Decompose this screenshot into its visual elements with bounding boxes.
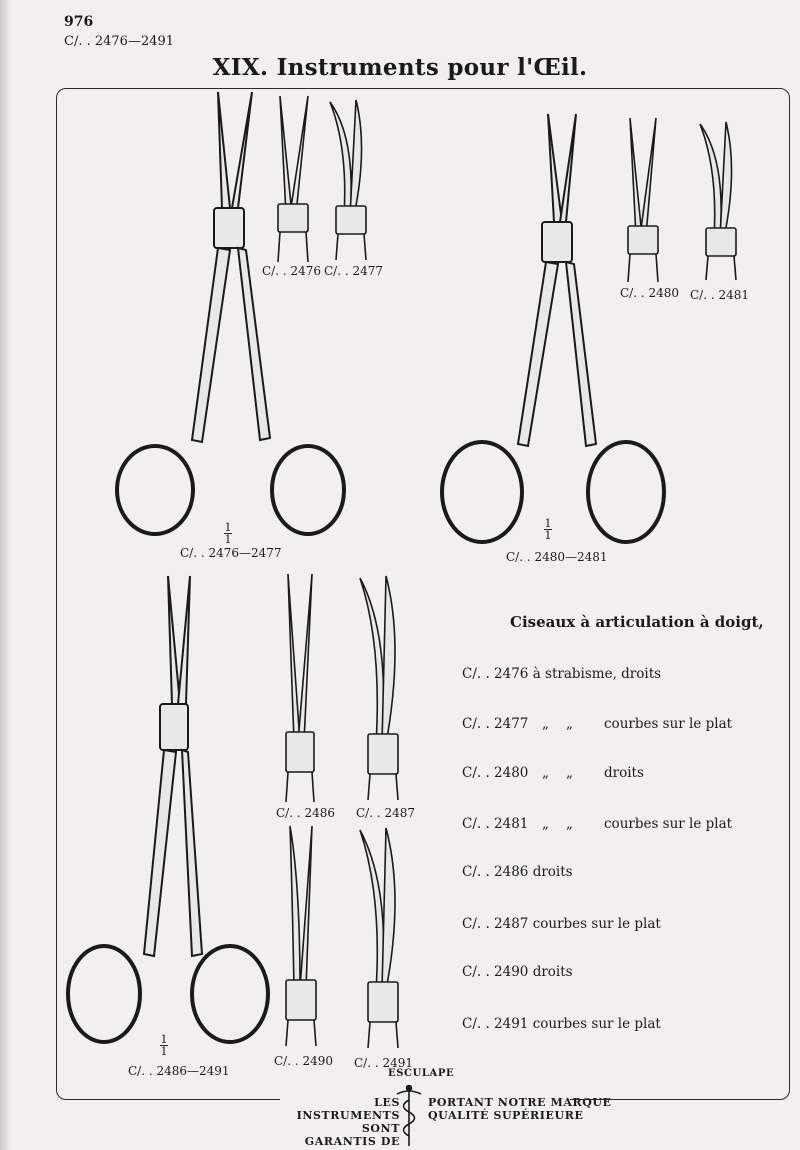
desc-item: C/. . 2491 courbes sur le plat: [462, 1016, 661, 1032]
desc-item: C/. . 2477 „ „ courbes sur le plat: [462, 716, 733, 732]
label-2487: C/. . 2487: [356, 806, 416, 820]
label-2490: C/. . 2490: [274, 1054, 334, 1068]
scissors-2491-small: [356, 826, 408, 1052]
scissors-2486-2491-large: [64, 574, 276, 1064]
brand-name: ESCULAPE: [388, 1068, 455, 1079]
label-2480: C/. . 2480: [620, 286, 680, 300]
label-2486: C/. . 2486: [276, 806, 336, 820]
label-2480-2481: C/. . 2480—2481: [506, 550, 608, 564]
scissors-2481-small: [696, 120, 746, 285]
label-2491: C/. . 2491: [354, 1056, 414, 1070]
desc-item: C/. . 2481 „ „ courbes sur le plat: [462, 816, 733, 832]
description-heading: Ciseaux à articulation à doigt,: [510, 613, 764, 631]
code-range: C/. . 2476—2491: [64, 34, 175, 49]
label-2476: C/. . 2476: [262, 264, 322, 278]
desc-item: C/. . 2490 droits: [462, 964, 573, 980]
scissors-2490-small: [280, 824, 324, 1050]
scissors-2487-small: [356, 574, 408, 804]
desc-item: C/. . 2476 à strabisme, droits: [462, 666, 662, 682]
page-number: 976: [64, 14, 94, 30]
desc-item: C/. . 2487 courbes sur le plat: [462, 916, 661, 932]
footer-left: LES INSTRUMENTS SONT GARANTIS DE: [296, 1096, 400, 1148]
scale-mark: 1 1: [160, 1033, 168, 1058]
label-2477: C/. . 2477: [324, 264, 384, 278]
page-title: XIX. Instruments pour l'Œil.: [212, 54, 588, 81]
scissors-2486-small: [278, 572, 322, 804]
label-2486-2491: C/. . 2486—2491: [128, 1064, 230, 1078]
scissors-2477-small: [326, 98, 376, 263]
scissors-2476-small: [268, 94, 318, 264]
desc-item: C/. . 2486 droits: [462, 864, 573, 880]
label-2476-2477: C/. . 2476—2477: [180, 546, 282, 560]
scissors-2480-small: [618, 116, 668, 286]
page-edge: [0, 0, 12, 1150]
label-2481: C/. . 2481: [690, 288, 750, 302]
footer-right: PORTANT NOTRE MARQUE QUALITÉ SUPÉRIEURE: [428, 1096, 612, 1122]
scale-mark: 1 1: [224, 521, 232, 546]
desc-item: C/. . 2480 „ „ droits: [462, 765, 644, 781]
scale-mark: 1 1: [544, 517, 552, 542]
